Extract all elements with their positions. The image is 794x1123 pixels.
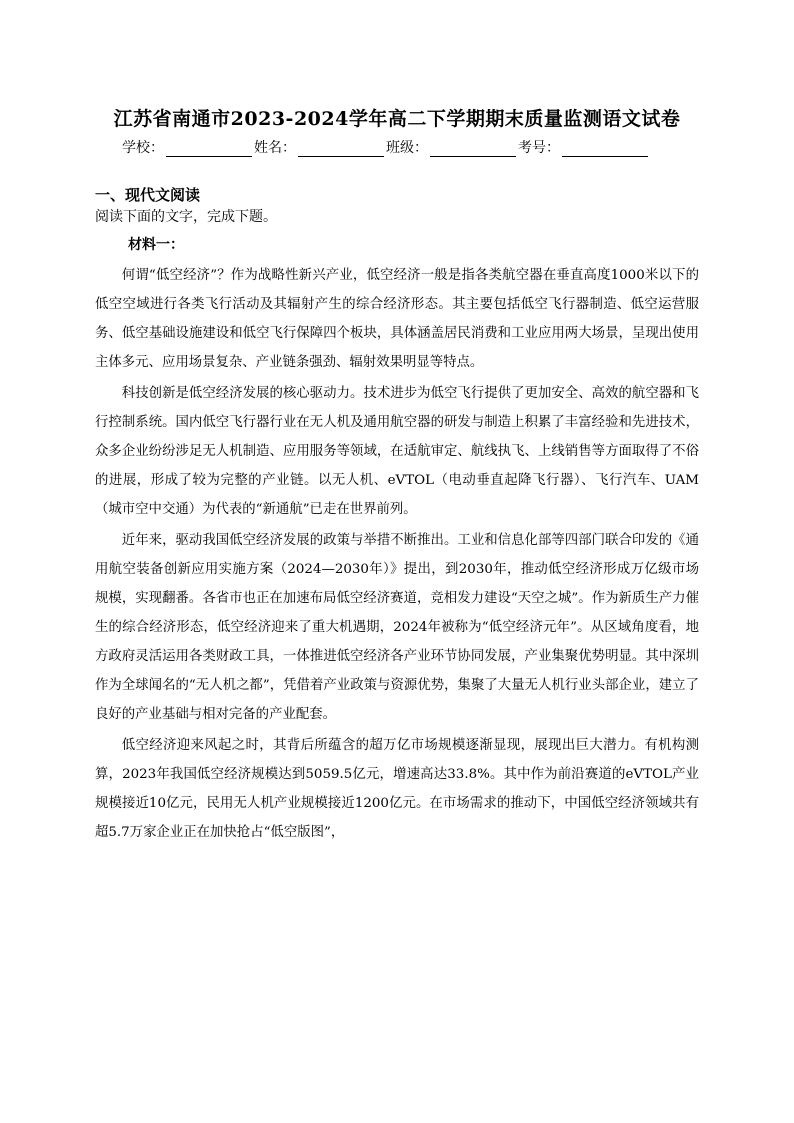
paragraph: 科技创新是低空经济发展的核心驱动力。技术进步为低空飞行提供了更加安全、高效的航空器和飞行控制系统。国内低空飞行器行业在无人机及通用航空器的研发与制造上积累了丰富经验和先进技术，众多企业纷纷涉足无人机制造、应用服务等领域，在适航审定、航线执飞、上线销售等方面取得了不俗的进展，形成了较为完整的产业链。以无人机、eVTOL（电动垂直起降飞行器）、飞行汽车、UAM（城市空中交通）为代表的“新通航”已走在世界前列。 — [95, 386, 699, 517]
school-field[interactable] — [166, 140, 252, 157]
article-body — [95, 261, 699, 849]
name-label: 姓名： — [254, 140, 296, 156]
paragraph: 何谓“低空经济”？作为战略性新兴产业，低空经济一般是指各类航空器在垂直高度1000米以下的低空空域进行各类飞行活动及其辐射产生的综合经济形态。其主要包括低空飞行器制造、低空运营服务、低空基础设施建设和低空飞行保障四个板块，具体涵盖居民消费和工业应用两大场景，呈现出使用主体多元、应用场景复杂、产业链条强劲、辐射效果明显等特点。 — [95, 268, 699, 370]
name-field[interactable] — [298, 140, 384, 157]
class-label: 班级： — [386, 140, 428, 156]
exam-number-label: 考号： — [518, 140, 560, 156]
section-heading: 一、现代文阅读 — [95, 186, 201, 204]
page-title: 江苏省南通市2023-2024学年高二下学期期末质量监测语文试卷 — [113, 108, 681, 130]
student-info-row — [122, 137, 682, 157]
paragraph: 近年来，驱动我国低空经济发展的政策与举措不断推出。工业和信息化部等四部门联合印发的《通用航空装备创新应用实施方案（2024—2030年）》提出，到2030年，推动低空经济形成万亿级市场规模，实现翻番。各省市也正在加速布局低空经济赛道，竞相发力建设“天空之城”。作为新质生产力催生的综合经济形态，低空经济迎来了重大机遇期，2024年被称为“低空经济元年”。从区域角度看，地方政府灵活运用各类财政工具，一体推进低空经济各产业环节协同发展，产业集聚优势明显。其中深圳作为全球闻名的“无人机之都”，凭借着产业政策与资源优势，集聚了大量无人机行业头部企业，建立了良好的产业基础与相对完备的产业配套。 — [95, 533, 699, 722]
reading-instruction: 阅读下面的文字，完成下题。 — [95, 209, 277, 225]
paragraph: 低空经济迎来风起之时，其背后所蕴含的超万亿市场规模逐渐显现，展现出巨大潜力。有机构测算，2023年我国低空经济规模达到5059.5亿元，增速高达33.8%。其中作为前沿赛道的eVTOL产业规模接近10亿元，民用无人机产业规模接近1200亿元。在市场需求的推动下，中国低空经济领域共有超5.7万家企业正在加快抢占“低空版图”， — [95, 738, 699, 840]
school-label: 学校： — [122, 140, 164, 156]
exam-number-field[interactable] — [562, 140, 648, 157]
class-field[interactable] — [430, 140, 516, 157]
material-label: 材料一： — [128, 237, 184, 253]
